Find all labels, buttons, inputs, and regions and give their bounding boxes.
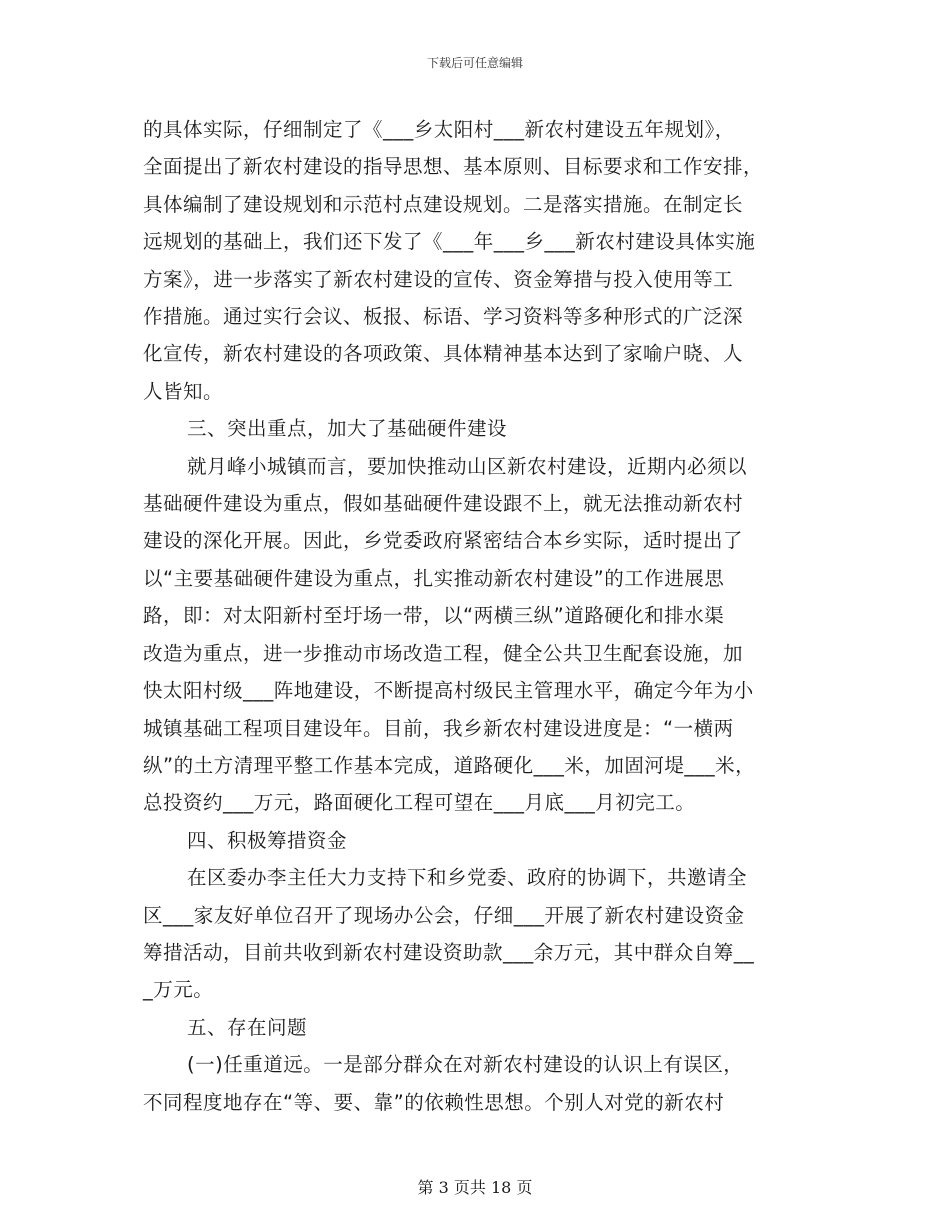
body-line: 筹措活动，目前共收到新农村建设资助款___余万元，其中群众自筹__ — [143, 940, 755, 964]
body-line: 全面提出了新农村建设的指导思想、基本原则、目标要求和工作安排， — [143, 155, 764, 179]
body-line: 在区委办李主任大力支持下和乡党委、政府的协调下，共邀请全 — [187, 866, 748, 890]
section-heading: 四、积极筹措资金 — [187, 828, 348, 852]
body-line: 方案》，进一步落实了新农村建设的宣传、资金筹措与投入使用等工 — [143, 267, 734, 291]
body-line: 总投资约___万元，路面硬化工程可望在___月底___月初完工。 — [143, 791, 696, 815]
body-line: 基础硬件建设为重点，假如基础硬件建设跟不上，就无法推动新农村 — [143, 492, 744, 516]
body-line: 化宣传，新农村建设的各项政策、具体精神基本达到了家喻户晓、人 — [143, 342, 744, 366]
document-body — [143, 111, 807, 1121]
body-line: 纵”的土方清理平整工作基本完成，道路硬化___米，加固河堤___米， — [143, 753, 756, 777]
section-heading: 五、存在问题 — [187, 1015, 308, 1039]
body-line: 作措施。通过实行会议、板报、标语、学习资料等多种形式的广泛深 — [143, 305, 744, 329]
body-line: 建设的深化开展。因此，乡党委政府紧密结合本乡实际，适时提出了 — [143, 529, 744, 553]
body-line: 以“主要基础硬件建设为重点，扎实推动新农村建设”的工作进展思 — [143, 566, 725, 590]
page-footer: 第 3 页共 18 页 — [417, 1178, 533, 1197]
body-line: _万元。 — [143, 978, 214, 1002]
body-line: 改造为重点，进一步推动市场改造工程，健全公共卫生配套设施，加 — [143, 641, 744, 665]
body-line: 快太阳村级___阵地建设，不断提高村级民主管理水平，确定今年为小 — [143, 679, 754, 703]
body-line: 城镇基础工程项目建设年。目前，我乡新农村建设进度是：“一横两 — [143, 716, 734, 740]
body-line: 具体编制了建设规划和示范村点建设规划。二是落实措施。在制定长 — [143, 192, 744, 216]
body-line: 路，即：对太阳新村至圩场一带，以“两横三纵”道路硬化和排水渠 — [143, 604, 725, 628]
body-line: 的具体实际，仔细制定了《___乡太阳村___新农村建设五年规划》， — [143, 118, 735, 141]
page-header: 下载后可任意编辑 — [426, 56, 523, 70]
body-line: 人皆知。 — [143, 379, 224, 403]
body-line: (一)任重道远。一是部分群众在对新农村建设的认识上有误区， — [187, 1053, 744, 1077]
section-heading: 三、突出重点，加大了基础硬件建设 — [187, 417, 508, 441]
body-line: 远规划的基础上，我们还下发了《___年___乡___新农村建设具体实施 — [143, 230, 756, 254]
body-line: 不同程度地存在“等、要、靠”的依赖性思想。个别人对党的新农村 — [143, 1090, 725, 1114]
body-line: 就月峰小城镇而言，要加快推动山区新农村建设，近期内必须以 — [187, 454, 748, 478]
body-line: 区___家友好单位召开了现场办公会，仔细___开展了新农村建设资金 — [143, 903, 745, 927]
